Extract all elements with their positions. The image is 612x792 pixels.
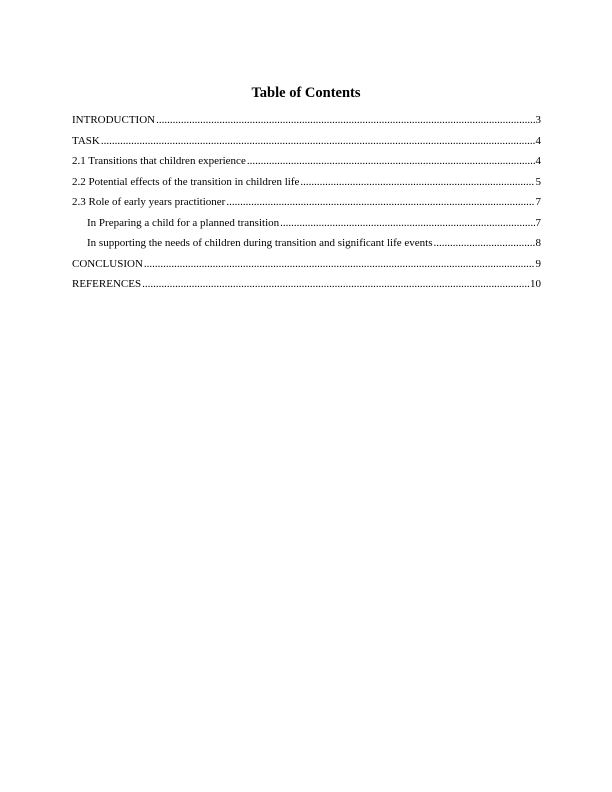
- toc-leader-dots: [247, 155, 535, 168]
- toc-entry-label: INTRODUCTION: [72, 114, 156, 126]
- toc-entry-page: 4: [535, 134, 541, 147]
- toc-entry-transitions[interactable]: [72, 155, 541, 176]
- toc-leader-dots: [156, 114, 534, 127]
- toc-entry-conclusion[interactable]: [72, 258, 541, 279]
- toc-leader-dots: [144, 258, 535, 271]
- toc-entry-page: 10: [530, 278, 541, 290]
- toc-leader-dots: [300, 176, 534, 189]
- toc-entry-label: 2.2 Potential effects of the transition in children life: [72, 175, 300, 188]
- toc-entry-page: 7: [535, 216, 541, 229]
- toc-entry-page: 4: [535, 155, 541, 167]
- toc-entry-potential-effects[interactable]: [72, 176, 541, 197]
- toc-entry-label: 2.3 Role of early years practitioner: [72, 196, 226, 208]
- toc-entry-page: 5: [535, 175, 541, 188]
- toc-leader-dots: [226, 196, 534, 209]
- toc-leader-dots: [101, 135, 535, 148]
- toc-entry-supporting-needs[interactable]: [72, 237, 541, 258]
- toc-entry-page: 9: [535, 257, 541, 270]
- toc-entry-page: 7: [535, 196, 541, 208]
- toc-entry-role-practitioner[interactable]: [72, 196, 541, 217]
- toc-entry-page: 3: [535, 114, 541, 126]
- toc-entry-task[interactable]: [72, 135, 541, 156]
- toc-entry-label: TASK: [72, 134, 100, 147]
- toc-title: Table of Contents: [251, 85, 361, 101]
- toc-leader-dots: [434, 237, 535, 250]
- toc-entry-label: In Preparing a child for a planned transition: [87, 216, 280, 229]
- toc-leader-dots: [280, 217, 534, 230]
- toc-entry-introduction[interactable]: [72, 114, 541, 135]
- toc-entry-preparing-child[interactable]: [72, 217, 541, 238]
- toc-entry-label: CONCLUSION: [72, 257, 143, 270]
- toc-entry-label: REFERENCES: [72, 278, 142, 290]
- toc-list: [72, 114, 541, 299]
- toc-leader-dots: [142, 278, 529, 291]
- toc-entry-page: 8: [535, 237, 541, 249]
- toc-entry-label: In supporting the needs of children during transition and significant life events: [87, 237, 433, 249]
- toc-entry-references[interactable]: [72, 278, 541, 299]
- toc-entry-label: 2.1 Transitions that children experience: [72, 155, 246, 167]
